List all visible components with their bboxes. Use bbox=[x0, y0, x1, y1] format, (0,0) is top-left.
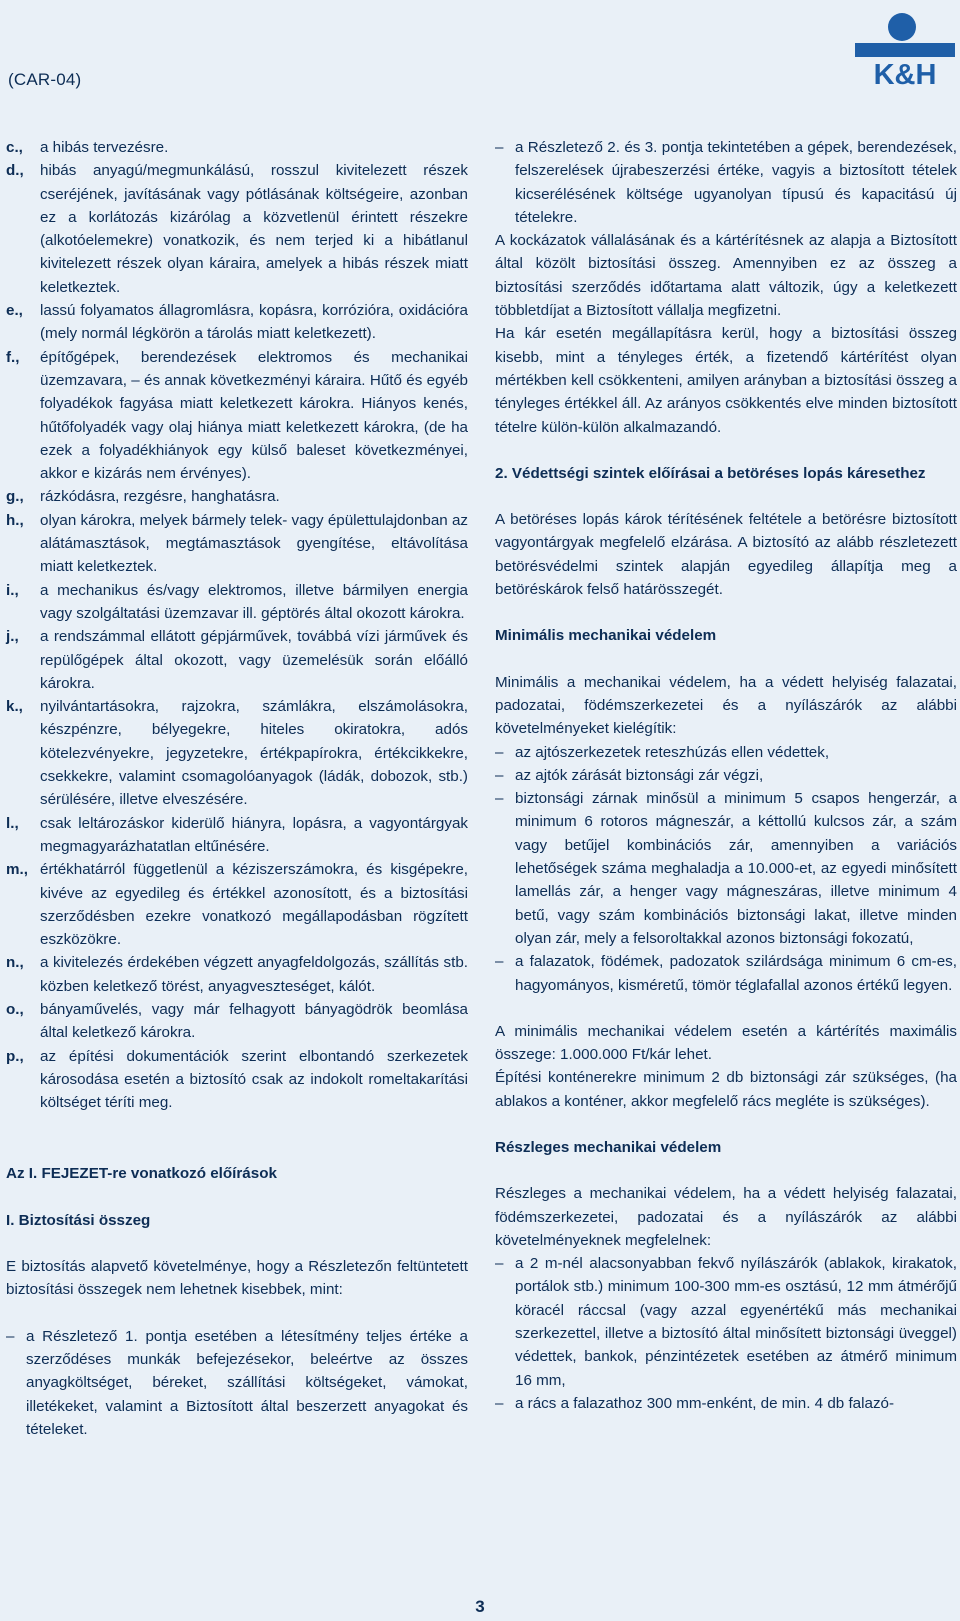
list-item: d., hibás anyagú/megmunkálású, rosszul kivitelezett részek cseréjének, javításának vagy pótlásának költségeire, azonban ez a korlátozás kizárólag a közvetlenül érintett részekre (alkotóelemekre) vonatkozik, és nem terjed ki a hibátlanul kivitelezett részek olyan káraira, amelyek a hibás részek miatt keletkeztek. bbox=[6, 162, 468, 296]
list-item: h., olyan károkra, melyek bármely telek- vagy épülettulajdonban az alátámasztások, megtámasztások gyengítése, eltávolítása miatt keletkeztek. bbox=[6, 511, 469, 576]
intro-paragraph: E biztosítás alapvető követelménye, hogy a Részletezőn feltüntetett biztosítási összegek nem lehetnek kisebbek, mint: bbox=[6, 1258, 468, 1299]
document-code: (CAR-04) bbox=[8, 70, 82, 89]
list-item: j., a rendszámmal ellátott gépjárművek, továbbá vízi járművek és repülőgépek által okozott, vagy üzemelésük során előálló károkra. bbox=[6, 628, 468, 692]
list-item: p., az építési dokumentációk szerint elbontandó szerkezetek károsodása esetén a biztosító csak az indokolt romeltakarítási költséget téríti meg. bbox=[6, 1047, 468, 1112]
paragraph: Minimális a mechanikai védelem, ha a védett helyiség falazatai, padozatai, födémszerkezetei és a nyílászárók az alábbi követelményeket kielégítik: bbox=[495, 673, 957, 738]
list-item: – a Részletező 2. és 3. pontja tekintetében a gépek, berendezések, felszerelések újrabeszerzési értéke, vagyis a biztosított tételek kicserélésének költsége ugyanolyan típusú és kapacitású új tételekre. bbox=[495, 139, 957, 226]
list-item: g., rázkódásra, rezgésre, hanghatásra. bbox=[6, 488, 280, 506]
list-item: l., csak leltározáskor kiderülő hiányra, lopásra, a vagyontárgyak megmagyarázhatatlan eltűnésére. bbox=[6, 814, 468, 855]
list-item: – a Részletező 1. pontja esetében a létesítmény teljes értéke a szerződéses munkák befejezésekor, beleértve az összes anyagköltséget, béreket, szállítási költségeket, vámokat, illetékeket, valamint a Biztosított által beszerzett anyagokat és tételeket. bbox=[6, 1327, 468, 1438]
list-item: f., építőgépek, berendezések elektromos és mechanikai üzemzavara, – és annak következményi káraira. Hűtő és egyéb folyadékok fagyása miatt keletkezett károkra. Hiányos kenés, hűtőfolyadék vagy olaj hiánya miatt keletkezett károkra, (de ha ezek a folyadékhiányok egy külső baleset következményei, akkor e kizárás nem érvényes). bbox=[6, 348, 468, 483]
chapter-heading: Az I. FEJEZET-re vonatkozó előírások bbox=[6, 1165, 277, 1183]
subsection-heading: Minimális mechanikai védelem bbox=[495, 627, 717, 645]
right-column bbox=[495, 136, 957, 1415]
section-heading: 2. Védettségi szintek előírásai a betöréses lopás káresethez bbox=[495, 464, 926, 482]
list-item: – biztonsági zárnak minősül a minimum 5 csapos hengerzár, a minimum 6 rotoros mágneszár, a kéttollú kulcsos zár, a szám vagy betűjel kombinációs zár, amennyiben a variációs lehetőségek száma meghaladja a 10.000-et, az egyedi minősített lamellás zár, a henger vagy mágneszáras, illetve minimum 4 betű, vagy szám kombinációs biztonsági lakat, illetve minden olyan zár, mely a felsoroltakkal azonos biztonsági fokozatú, bbox=[495, 790, 957, 947]
section-heading: I. Biztosítási összeg bbox=[6, 1211, 151, 1229]
list-item: – a rács a falazathoz 300 mm-enként, de min. 4 db falazó- bbox=[495, 1394, 895, 1412]
list-item: – az ajtók zárását biztonsági zár végzi, bbox=[495, 766, 764, 784]
paragraph: A minimális mechanikai védelem esetén a kártérítés maximális összege: 1.000.000 Ft/kár lehet. bbox=[495, 1022, 957, 1064]
list-item: i., a mechanikus és/vagy elektromos, illetve bármilyen energia vagy szolgáltatási üzemzavar ill. géptörés által okozott károkra. bbox=[6, 581, 468, 622]
paragraph: A betöréses lopás károk térítésének feltétele a betörésre biztosított vagyontárgyak megfelelő elzárása. A biztosító az alább részletezett betörésvédelmi szintek alapján egyedileg állapítja meg a betöréskárok felső határösszegét. bbox=[495, 511, 957, 599]
svg-text:K&H: K&H bbox=[873, 59, 937, 88]
kh-bank-logo bbox=[855, 8, 955, 88]
list-item: – a falazatok, födémek, padozatok szilárdsága minimum 6 cm-es, hagyományos, kisméretű, tömör téglafallal azonos értékű legyen. bbox=[495, 953, 957, 994]
list-item: – az ajtószerkezetek reteszhúzás ellen védettek, bbox=[495, 743, 830, 761]
list-item: e., lassú folyamatos állagromlásra, kopásra, korrózióra, oxidációra (mely normál légkörön a tárolás miatt keletkezett). bbox=[6, 302, 468, 343]
list-item: k., nyilvántartásokra, rajzokra, számlákra, elszámolásokra, készpénzre, bélyegekre, hiteles okiratokra, adós kötelezvényekre, jegyzetekre, értékpapírokra, értékcikkekre, csekkekre, valamint csomagolóanyagok (ládák, dobozok, stb.) sérülésére, illetve elveszésére. bbox=[6, 698, 468, 809]
subsection-heading: Részleges mechanikai védelem bbox=[495, 1138, 722, 1156]
list-item: – a 2 m-nél alacsonyabban fekvő nyílászárók (ablakok, kirakatok, portálok stb.) minimum 100-300 mm-es osztású, 12 mm átmérőjű köracél ráccsal (vagy azzal egyenértékű más mechanikai szerkezettel, illetve a biztosító által minősített biztonsági üveggel) védettek, bankok, pénzintézetek esetében az átmérő minimum 16 mm, bbox=[495, 1255, 957, 1389]
list-item: n., a kivitelezés érdekében végzett anyagfeldolgozás, szállítás stb. közben keletkező törést, anyagveszteséget, kálót. bbox=[6, 954, 468, 995]
list-item: o., bányaművelés, vagy már felhagyott bányagödrök beomlása által keletkező károkra. bbox=[6, 1000, 468, 1042]
paragraph: A kockázatok vállalásának és a kártérítésnek az alapja a Biztosított által közölt biztosítási összeg. Amennyiben ez az összeg a biztosítási szerződés időtartama alatt változik, úgy a keletkezett többletdíjat a Biztosított vállalja megfizetni. bbox=[495, 232, 957, 320]
paragraph: Építési konténerekre minimum 2 db biztonsági zár szükséges, (ha ablakos a konténer, akkor megfelelő rács megléte is szükséges). bbox=[495, 1069, 957, 1110]
list-item: c., a hibás tervezésre. bbox=[6, 139, 169, 156]
paragraph: Részleges a mechanikai védelem, ha a védett helyiség falazatai, födémszerkezetei, padozatai és a nyílászárók az alábbi követelményeknek megfelelnek: bbox=[495, 1185, 957, 1249]
page-number: 3 bbox=[475, 1597, 485, 1616]
paragraph: Ha kár esetén megállapításra kerül, hogy a biztosítási összeg kisebb, mint a tényleges érték, a fizetendő kártérítést olyan mértékben kell csökkenteni, amilyen arányban a biztosítási összeg a tényleges értékkel áll. Az arányos csökkentés elve minden biztosított tételre külön-külön alkalmazandó. bbox=[495, 325, 957, 436]
left-column bbox=[6, 136, 468, 1441]
list-item: m., értékhatárról függetlenül a kéziszerszámokra, és kisgépekre, kivéve az egyedileg és értékkel azonosított, és a biztosítási szerződésben ezekre vonatkozó megállapodásban rögzített eszközökre. bbox=[6, 861, 468, 949]
